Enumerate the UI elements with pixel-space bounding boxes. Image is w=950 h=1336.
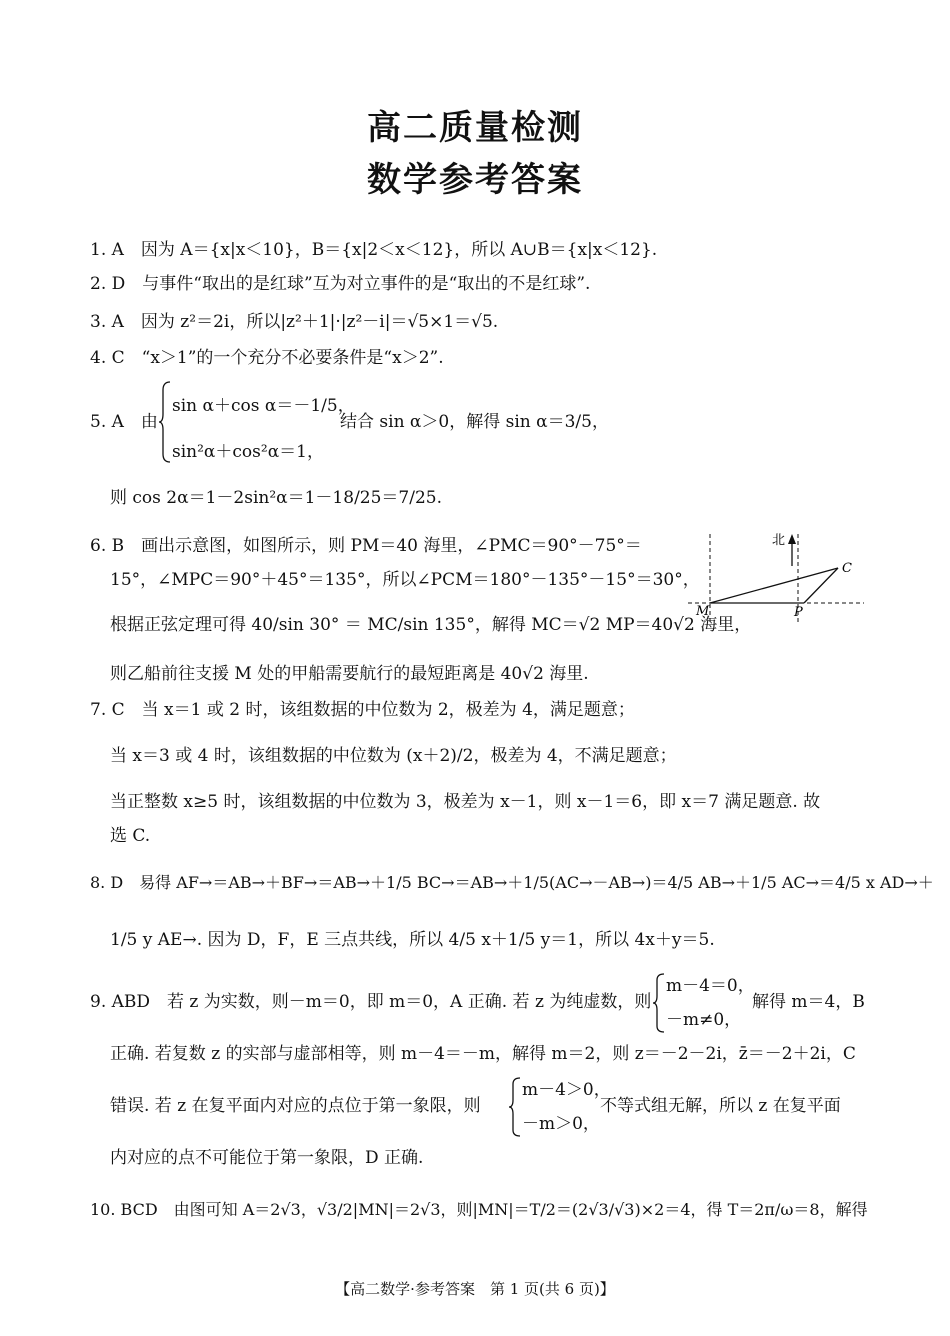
answer-6-line2: 15°，∠MPC＝90°＋45°＝135°，所以∠PCM＝180°－135°－15°＝30°， <box>110 570 700 590</box>
title-line-1: 高二质量检测 <box>367 108 583 148</box>
answer-5-label: 5. A 由 <box>90 412 158 432</box>
point-m-label: M <box>696 604 710 619</box>
answer-7-line1: 7. C 当 x＝1 或 2 时，该组数据的中位数为 2，极差为 4，满足题意； <box>90 700 635 720</box>
answer-6-line1: 6. B 画出示意图，如图所示，则 PM＝40 海里，∠PMC＝90°－75°＝ <box>90 536 642 556</box>
answer-5-system-eq2: sin²α＋cos²α＝1， <box>172 442 324 462</box>
point-p-label: P <box>794 605 803 620</box>
north-label: 北 <box>772 533 786 548</box>
answer-9-line1a: 9. ABD 若 z 为实数，则－m＝0，即 m＝0，A 正确. 若 z 为纯虚数，则 <box>90 992 652 1012</box>
answer-1: 1. A 因为 A＝{x|x＜10}，B＝{x|2＜x＜12}，所以 A∪B＝{x|x＜12}. <box>90 240 658 260</box>
answer-9-line3a: 错误. 若 z 在复平面内对应的点位于第一象限，则 <box>110 1096 481 1116</box>
answer-5-line2: 则 cos 2α＝1－2sin²α＝1－18/25＝7/25. <box>110 488 443 508</box>
answer-9-sys-a2: －m≠0， <box>666 1010 742 1030</box>
answer-6-line4: 则乙船前往支援 M 处的甲船需要航行的最短距离是 40√2 海里. <box>110 664 589 684</box>
answer-7-line4: 选 C. <box>110 826 151 846</box>
brace-q9-b <box>508 1076 522 1138</box>
answer-8-line2: 1/5 y AE→. 因为 D，F，E 三点共线，所以 4/5 x＋1/5 y＝1，所以 4x＋y＝5. <box>110 930 715 950</box>
answer-10-line1: 10. BCD 由图可知 A＝2√3，√3/2|MN|＝2√3，则|MN|＝T/2＝(2√3/√3)×2＝4，得 T＝2π/ω＝8，解得 <box>90 1200 868 1219</box>
answer-7-line3: 当正整数 x≥5 时，该组数据的中位数为 3，极差为 x－1，则 x－1＝6，即 x＝7 满足题意. 故 <box>110 792 821 812</box>
answer-9-sys-b2: －m＞0， <box>522 1114 600 1134</box>
answer-9-line3b: 不等式组无解，所以 z 在复平面 <box>600 1096 841 1116</box>
answer-5-system-eq1: sin α＋cos α＝－1/5， <box>172 396 355 416</box>
answer-3: 3. A 因为 z²＝2i，所以|z²＋1|·|z²－i|＝√5×1＝√5. <box>90 312 499 332</box>
answer-5-tail: 结合 sin α＞0，解得 sin α＝3/5， <box>340 412 609 432</box>
answer-2: 2. D 与事件“取出的是红球”互为对立事件的是“取出的不是红球”. <box>90 274 591 294</box>
answer-9-line1b: 解得 m＝4，B <box>752 992 865 1012</box>
answer-7-line2: 当 x＝3 或 4 时，该组数据的中位数为 (x＋2)/2，极差为 4，不满足题意； <box>110 746 677 766</box>
title-line-2: 数学参考答案 <box>367 160 583 200</box>
point-c-label: C <box>842 561 852 576</box>
answer-9-line2: 正确. 若复数 z 的实部与虚部相等，则 m－4＝－m，解得 m＝2，则 z＝－2－2i，z̄＝－2＋2i，C <box>110 1044 856 1064</box>
answer-9-sys-a1: m－4＝0， <box>666 976 755 996</box>
page-footer: 【高二数学·参考答案 第 1 页(共 6 页)】 <box>335 1280 615 1298</box>
answer-9-sys-b1: m－4＞0， <box>522 1080 611 1100</box>
answer-8-line1: 8. D 易得 AF→＝AB→＋BF→＝AB→＋1/5 BC→＝AB→＋1/5(AC→－AB→)＝4/5 AB→＋1/5 AC→＝4/5 x AD→＋ <box>90 873 934 892</box>
answer-4: 4. C “x＞1”的一个充分不必要条件是“x＞2”. <box>90 348 444 368</box>
segment-mc <box>710 568 838 603</box>
ship-diagram <box>688 528 868 628</box>
brace-q5 <box>158 380 172 464</box>
answer-9-line4: 内对应的点不可能位于第一象限，D 正确. <box>110 1148 424 1168</box>
brace-q9-a <box>652 972 666 1034</box>
answer-6-line3: 根据正弦定理可得 40/sin 30° ＝ MC/sin 135°，解得 MC＝√2 MP＝40√2 海里， <box>110 615 752 635</box>
